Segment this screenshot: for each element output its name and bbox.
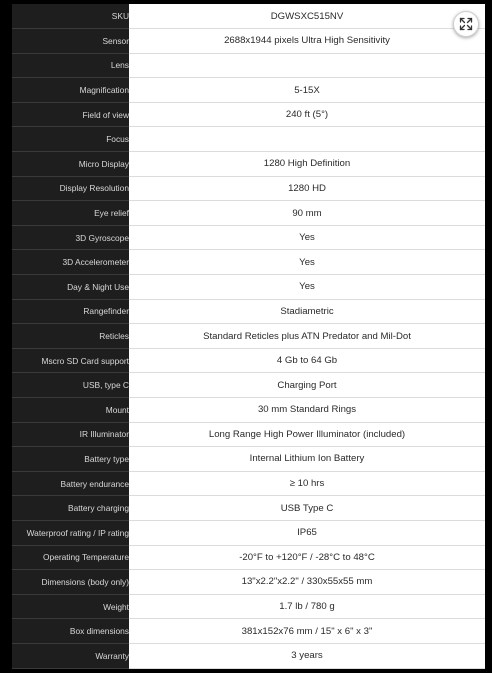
- spec-value: Internal Lithium Ion Battery: [129, 447, 485, 472]
- spec-row-micro-display: [12, 152, 485, 177]
- spec-row-lens: [12, 53, 485, 78]
- spec-value: [129, 53, 485, 78]
- spec-value: [129, 127, 485, 152]
- spec-label: Sensor: [12, 29, 129, 54]
- spec-value: IP65: [129, 520, 485, 545]
- spec-row-display-resolution: [12, 176, 485, 201]
- spec-value: Long Range High Power Illuminator (included): [129, 422, 485, 447]
- spec-label: Mount: [12, 398, 129, 423]
- spec-row-field-of-view: [12, 102, 485, 127]
- spec-value: 13"x2.2"x2.2" / 330x55x55 mm: [129, 570, 485, 595]
- spec-row-battery-charging: [12, 496, 485, 521]
- spec-row-battery-endurance: [12, 471, 485, 496]
- spec-value: 381x152x76 mm / 15" x 6" x 3": [129, 619, 485, 644]
- spec-row-ir-illuminator: [12, 422, 485, 447]
- spec-label: Dimensions (body only): [12, 570, 129, 595]
- spec-value: 90 mm: [129, 201, 485, 226]
- spec-row-operating-temperature: [12, 545, 485, 570]
- spec-label: Operating Temperature: [12, 545, 129, 570]
- spec-label: Eye relief: [12, 201, 129, 226]
- spec-value: 1.7 lb / 780 g: [129, 594, 485, 619]
- spec-label: SKU: [12, 4, 129, 29]
- spec-value: 4 Gb to 64 Gb: [129, 348, 485, 373]
- spec-row-eye-relief: [12, 201, 485, 226]
- spec-value: Stadiametric: [129, 299, 485, 324]
- spec-row-focus: [12, 127, 485, 152]
- spec-label: Display Resolution: [12, 176, 129, 201]
- spec-label: Mscro SD Card support: [12, 348, 129, 373]
- spec-label: Warranty: [12, 643, 129, 668]
- spec-value: Standard Reticles plus ATN Predator and Mil-Dot: [129, 324, 485, 349]
- spec-label: Lens: [12, 53, 129, 78]
- spec-row-3d-accelerometer: [12, 250, 485, 275]
- spec-row-warranty: [12, 643, 485, 668]
- spec-row-weight: [12, 594, 485, 619]
- spec-row-mount: [12, 398, 485, 423]
- spec-value: 3 years: [129, 643, 485, 668]
- spec-value: 240 ft (5°): [129, 102, 485, 127]
- spec-label: Day & Night Use: [12, 275, 129, 300]
- spec-label: 3D Accelerometer: [12, 250, 129, 275]
- spec-label: Focus: [12, 127, 129, 152]
- spec-label: 3D Gyroscope: [12, 225, 129, 250]
- spec-row-sd-card-support: [12, 348, 485, 373]
- spec-row-battery-type: [12, 447, 485, 472]
- spec-row-waterproof-rating: [12, 520, 485, 545]
- spec-value: 2688x1944 pixels Ultra High Sensitivity: [129, 29, 485, 54]
- spec-value: -20°F to +120°F / -28°C to 48°C: [129, 545, 485, 570]
- spec-value: Yes: [129, 250, 485, 275]
- spec-value: 30 mm Standard Rings: [129, 398, 485, 423]
- spec-value: ≥ 10 hrs: [129, 471, 485, 496]
- spec-row-usb-type-c: [12, 373, 485, 398]
- spec-value: Yes: [129, 225, 485, 250]
- spec-value: 5-15X: [129, 78, 485, 103]
- spec-label: Magnification: [12, 78, 129, 103]
- spec-value: Yes: [129, 275, 485, 300]
- spec-label: Weight: [12, 594, 129, 619]
- spec-label: Rangefinder: [12, 299, 129, 324]
- spec-label: Battery charging: [12, 496, 129, 521]
- spec-row-sensor: [12, 29, 485, 54]
- spec-label: Waterproof rating / IP rating: [12, 520, 129, 545]
- expand-button[interactable]: [453, 11, 479, 37]
- spec-label: Micro Display: [12, 152, 129, 177]
- expand-arrows-icon: [459, 17, 473, 31]
- spec-label: Battery endurance: [12, 471, 129, 496]
- spec-row-rangefinder: [12, 299, 485, 324]
- spec-label: IR Illuminator: [12, 422, 129, 447]
- spec-label: Reticles: [12, 324, 129, 349]
- spec-row-3d-gyroscope: [12, 225, 485, 250]
- spec-value: DGWSXC515NV: [129, 4, 485, 29]
- spec-label: USB, type C: [12, 373, 129, 398]
- spec-row-sku: [12, 4, 485, 29]
- specifications-table: [12, 4, 485, 669]
- spec-label: Battery type: [12, 447, 129, 472]
- spec-value: USB Type C: [129, 496, 485, 521]
- spec-row-day-night-use: [12, 275, 485, 300]
- spec-row-dimensions: [12, 570, 485, 595]
- spec-row-magnification: [12, 78, 485, 103]
- spec-value: 1280 HD: [129, 176, 485, 201]
- spec-value: Charging Port: [129, 373, 485, 398]
- spec-label: Box dimensions: [12, 619, 129, 644]
- spec-row-reticles: [12, 324, 485, 349]
- spec-row-box-dimensions: [12, 619, 485, 644]
- spec-value: 1280 High Definition: [129, 152, 485, 177]
- spec-label: Field of view: [12, 102, 129, 127]
